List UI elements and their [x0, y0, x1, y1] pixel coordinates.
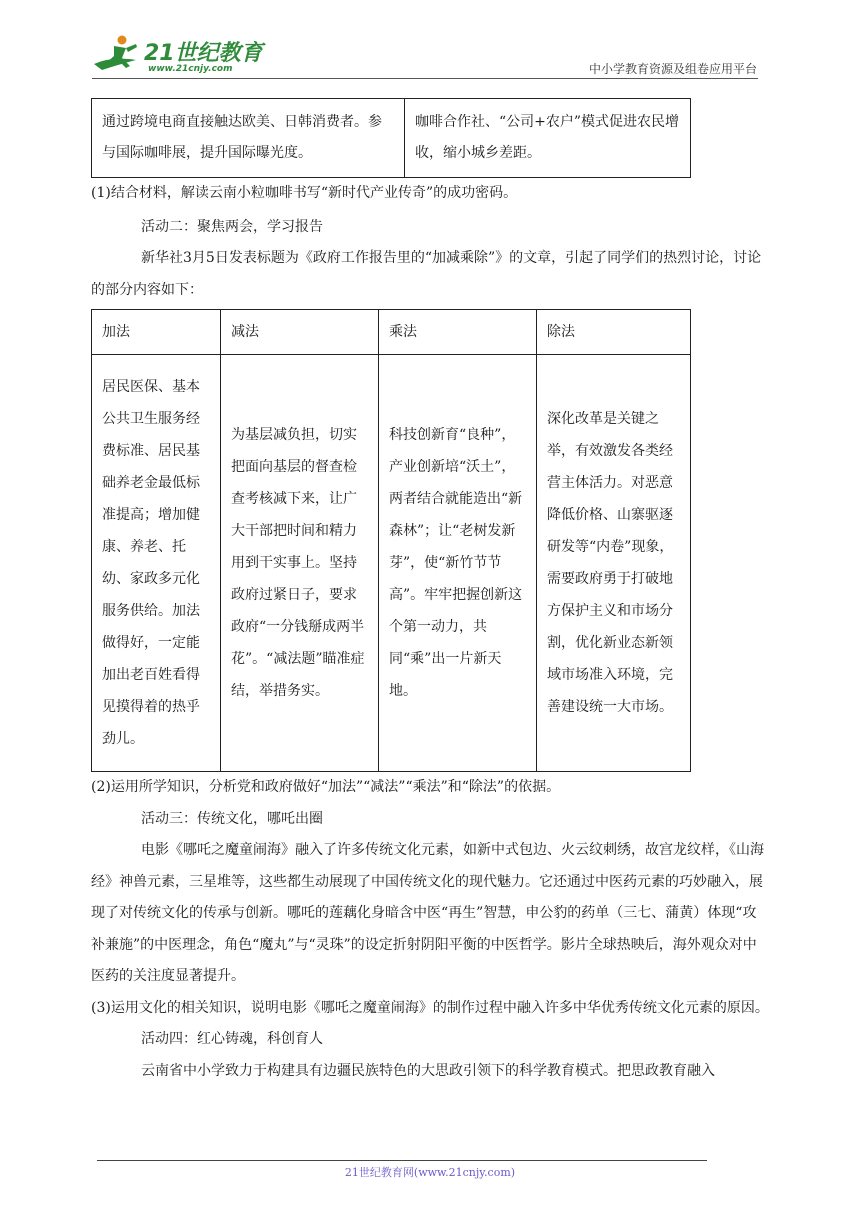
document-body — [91, 98, 769, 1087]
table-row — [92, 99, 691, 178]
platform-name: 中小学教育资源及组卷应用平台 — [588, 62, 757, 76]
activity-3-title: 活动三：传统文化，哪吒出圈 — [141, 810, 323, 827]
table-cell: 咖啡合作社、“公司+农户”模式促进农民增收，缩小城乡差距。 — [405, 99, 691, 178]
page-header — [0, 0, 860, 80]
cell-plus: 居民医保、基本公共卫生服务经费标准、居民基础养老金最低标准提高；增加健康、养老、托幼、家政多元化服务供给。加法做得好，一定能加出老百姓看得见摸得着的热乎劲儿。 — [92, 355, 221, 772]
logo-title: 21世纪教育 — [144, 41, 263, 66]
header-multiply: 乘法 — [379, 310, 537, 355]
activity-4-title: 活动四：红心铸魂，科创育人 — [141, 1031, 323, 1047]
table-header-row — [92, 310, 691, 355]
site-logo[interactable] — [92, 34, 262, 78]
material-table — [91, 98, 691, 178]
cell-multiply: 科技创新育“良种”，产业创新培“沃土”，两者结合就能造出“新森林”；让“老树发新芽”，使“新竹节节高”。牢牢把握创新这个第一动力，共同“乘”出一片新天地。 — [379, 355, 537, 772]
activity-3-body: 电影《哪吒之魔童闹海》融入了许多传统文化元素，如新中式包边、火云纹刺绣，故宫龙纹样，《山海经》神兽元素，三星堆等，这些都生动展现了中国传统文化的现代魅力。它还通过中医药元素的巧妙融入，展现了对传统文化的传承与创新。哪吒的莲藕化身暗含中医“再生”智慧，申公豹的药单（三七、蒲黄）体现“攻补兼施”的中医理念，角色“魔丸”与“灵珠”的设定折射阴阳平衡的中医哲学。影片全球热映后，海外观众对中医药的关注度显著提升。 — [91, 842, 764, 984]
table-row — [92, 355, 691, 772]
header-divide: 除法 — [537, 310, 691, 355]
plus-minus-table — [91, 309, 691, 772]
header-minus: 减法 — [221, 310, 379, 355]
question-1: (1)结合材料，解读云南小粒咖啡书写“新时代产业传奇”的成功密码。 — [91, 185, 518, 201]
header-plus: 加法 — [92, 310, 221, 355]
cell-divide: 深化改革是关键之举，有效激发各类经营主体活力。对恶意降低价格、山寨驱逐研发等“内卷”现象，需要政府勇于打破地方保护主义和市场分割，优化新业态新领域市场准入环境，完善建设统一大市场。 — [537, 355, 691, 772]
question-2: (2)运用所学知识，分析党和政府做好“加法”“减法”“乘法”和“除法”的依据。 — [91, 779, 561, 795]
header-divider — [92, 78, 758, 79]
cell-minus: 为基层减负担，切实把面向基层的督查检查考核减下来，让广大干部把时间和精力用到干实事上。坚持政府过紧日子，要求政府“一分钱掰成两半花”。“减法题”瞄准症结，举措务实。 — [221, 355, 379, 772]
activity-2-title: 活动二：聚焦两会，学习报告 — [141, 218, 323, 235]
logo-url: www.21cnjy.com — [148, 64, 233, 74]
activity-2-intro: 新华社3月5日发表标题为《政府工作报告里的“加减乘除”》的文章，引起了同学们的热烈讨论，讨论的部分内容如下： — [91, 250, 762, 298]
footer-divider — [97, 1160, 707, 1161]
table-cell: 通过跨境电商直接触达欧美、日韩消费者。参与国际咖啡展，提升国际曝光度。 — [92, 99, 405, 178]
footer-link[interactable]: 21世纪教育网(www.21cnjy.com) — [344, 1166, 516, 1179]
activity-4-body: 云南省中小学致力于构建具有边疆民族特色的大思政引领下的科学教育模式。把思政教育融入 — [141, 1062, 715, 1079]
question-3: (3)运用文化的相关知识，说明电影《哪吒之魔童闹海》的制作过程中融入许多中华优秀传统文化元素的原因。 — [91, 999, 769, 1016]
runner-logo-icon — [92, 34, 148, 78]
